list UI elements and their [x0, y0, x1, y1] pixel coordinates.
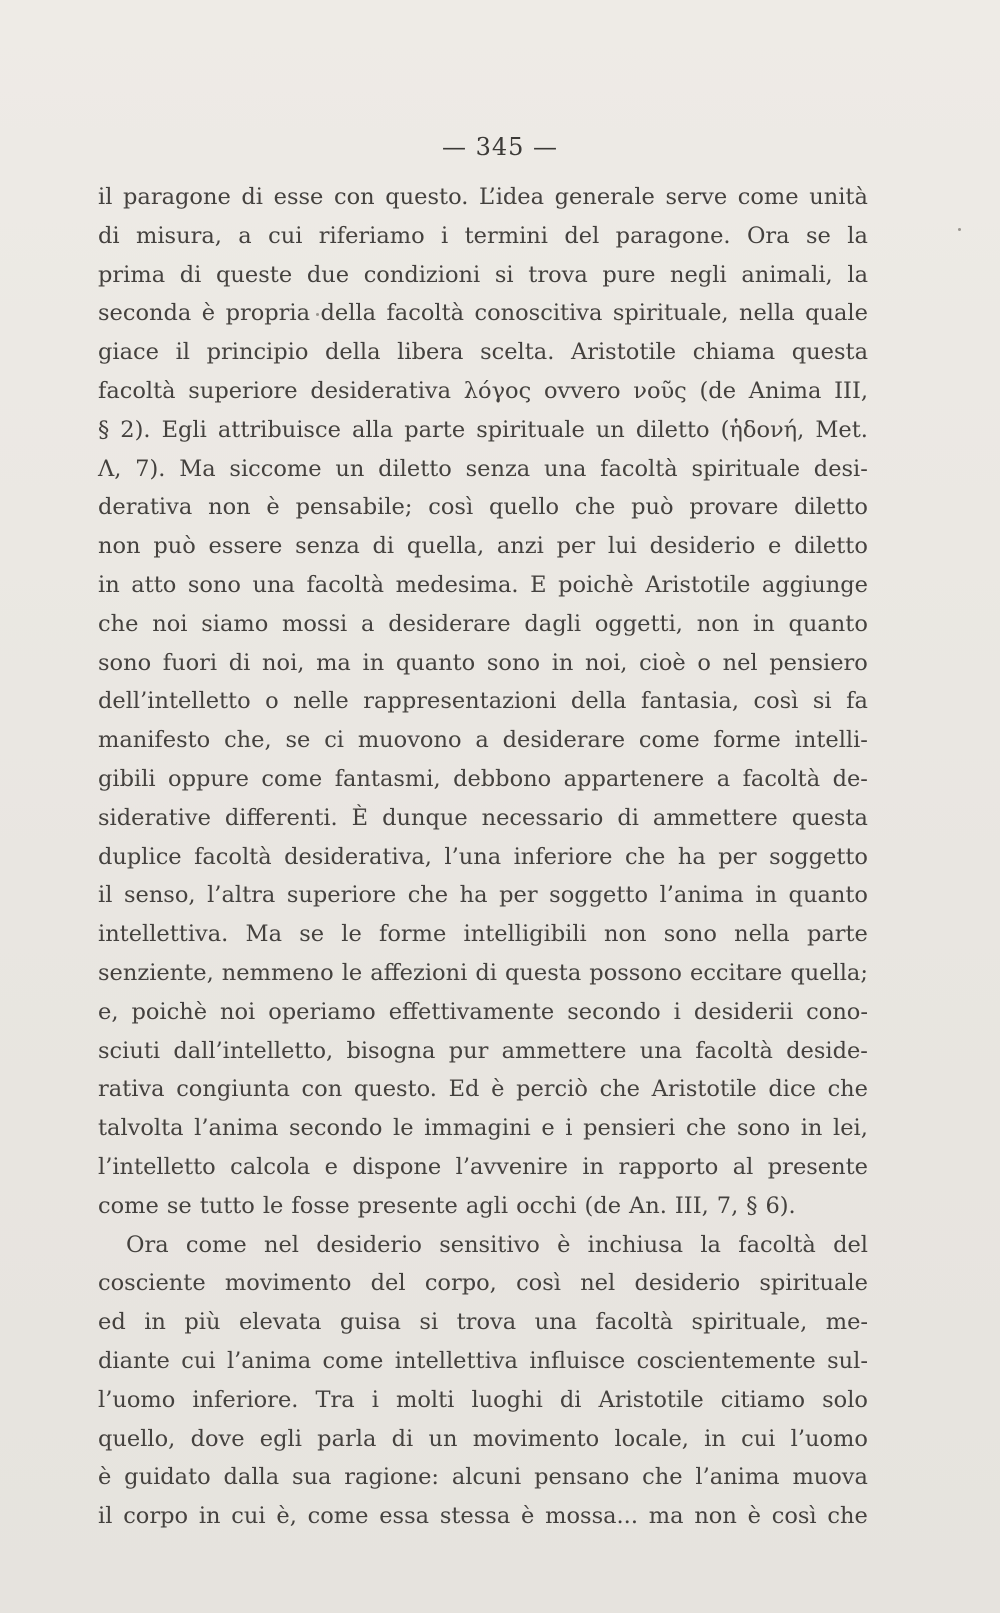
paper-speck — [958, 228, 961, 231]
body-text — [98, 178, 868, 1536]
text-line: giace il principio della libera scelta. Aristotile chiama questa — [98, 339, 868, 366]
text-line: il paragone di esse con questo. L’idea generale serve come unità — [98, 184, 868, 210]
text-line: talvolta l’anima secondo le immagini e i pensieri che sono in lei, — [98, 1115, 868, 1142]
text-line: che noi siamo mossi a desiderare dagli oggetti, non in quanto — [98, 610, 868, 637]
page-number: — 345 — — [441, 133, 559, 161]
text-line: il corpo in cui è, come essa stessa è mossa... ma non è così che — [98, 1503, 868, 1530]
text-line: sono fuori di noi, ma in quanto sono in noi, cioè o nel pensiero — [98, 649, 868, 676]
text-line: intellettiva. Ma se le forme intelligibili non sono nella parte — [98, 921, 868, 948]
text-line: Λ, 7). Ma siccome un diletto senza una facoltà spirituale desi- — [98, 455, 868, 482]
text-line: e, poichè noi operiamo effettivamente secondo i desiderii cono- — [98, 998, 868, 1025]
text-line: di misura, a cui riferiamo i termini del paragone. Ora se la — [98, 222, 868, 249]
text-line: dell’intelletto o nelle rappresentazioni della fantasia, così si fa — [98, 688, 868, 715]
text-line: siderative differenti. È dunque necessario di ammettere questa — [98, 804, 868, 831]
text-line: sciuti dall’intelletto, bisogna pur ammettere una facoltà deside- — [98, 1037, 868, 1064]
text-line: l’uomo inferiore. Tra i molti luoghi di Aristotile citiamo solo — [98, 1386, 868, 1413]
text-line: rativa congiunta con questo. Ed è perciò che Aristotile dice che — [98, 1076, 868, 1103]
text-line: gibili oppure come fantasmi, debbono appartenere a facoltà de- — [98, 765, 868, 792]
text-line: cosciente movimento del corpo, così nel desiderio spirituale — [98, 1270, 868, 1297]
text-line: quello, dove egli parla di un movimento locale, in cui l’uomo — [98, 1425, 868, 1452]
text-line: diante cui l’anima come intellettiva influisce coscientemente sul- — [98, 1347, 868, 1374]
text-line: non può essere senza di quella, anzi per lui desiderio e diletto — [98, 533, 868, 560]
text-line: come se tutto le fosse presente agli occhi (de An. III, 7, § 6). — [98, 1192, 796, 1219]
paper-speck — [316, 313, 319, 316]
text-line: facoltà superiore desiderativa λόγος ovvero νοῦς (de Anima III, — [98, 377, 868, 404]
text-line: prima di queste due condizioni si trova pure negli animali, la — [98, 261, 868, 288]
text-line: ed in più elevata guisa si trova una facoltà spirituale, me- — [98, 1309, 868, 1336]
text-line: § 2). Egli attribuisce alla parte spirituale un diletto (ἡδονή, Met. — [98, 416, 868, 443]
text-line: in atto sono una facoltà medesima. E poichè Aristotile aggiunge — [98, 571, 868, 598]
text-line: il senso, l’altra superiore che ha per soggetto l’anima in quanto — [98, 882, 868, 909]
text-line: è guidato dalla sua ragione: alcuni pensano che l’anima muova — [98, 1464, 868, 1491]
text-line: l’intelletto calcola e dispone l’avvenire in rapporto al presente — [98, 1153, 868, 1180]
text-line: Ora come nel desiderio sensitivo è inchiusa la facoltà del — [126, 1231, 868, 1258]
text-line: manifesto che, se ci muovono a desiderare come forme intelli- — [98, 727, 868, 754]
text-line: seconda è propria della facoltà conoscitiva spirituale, nella quale — [98, 300, 868, 327]
text-line: derativa non è pensabile; così quello che può provare diletto — [98, 494, 868, 521]
text-line: duplice facoltà desiderativa, l’una inferiore che ha per soggetto — [98, 843, 868, 870]
text-line: senziente, nemmeno le affezioni di questa possono eccitare quella; — [98, 959, 868, 986]
